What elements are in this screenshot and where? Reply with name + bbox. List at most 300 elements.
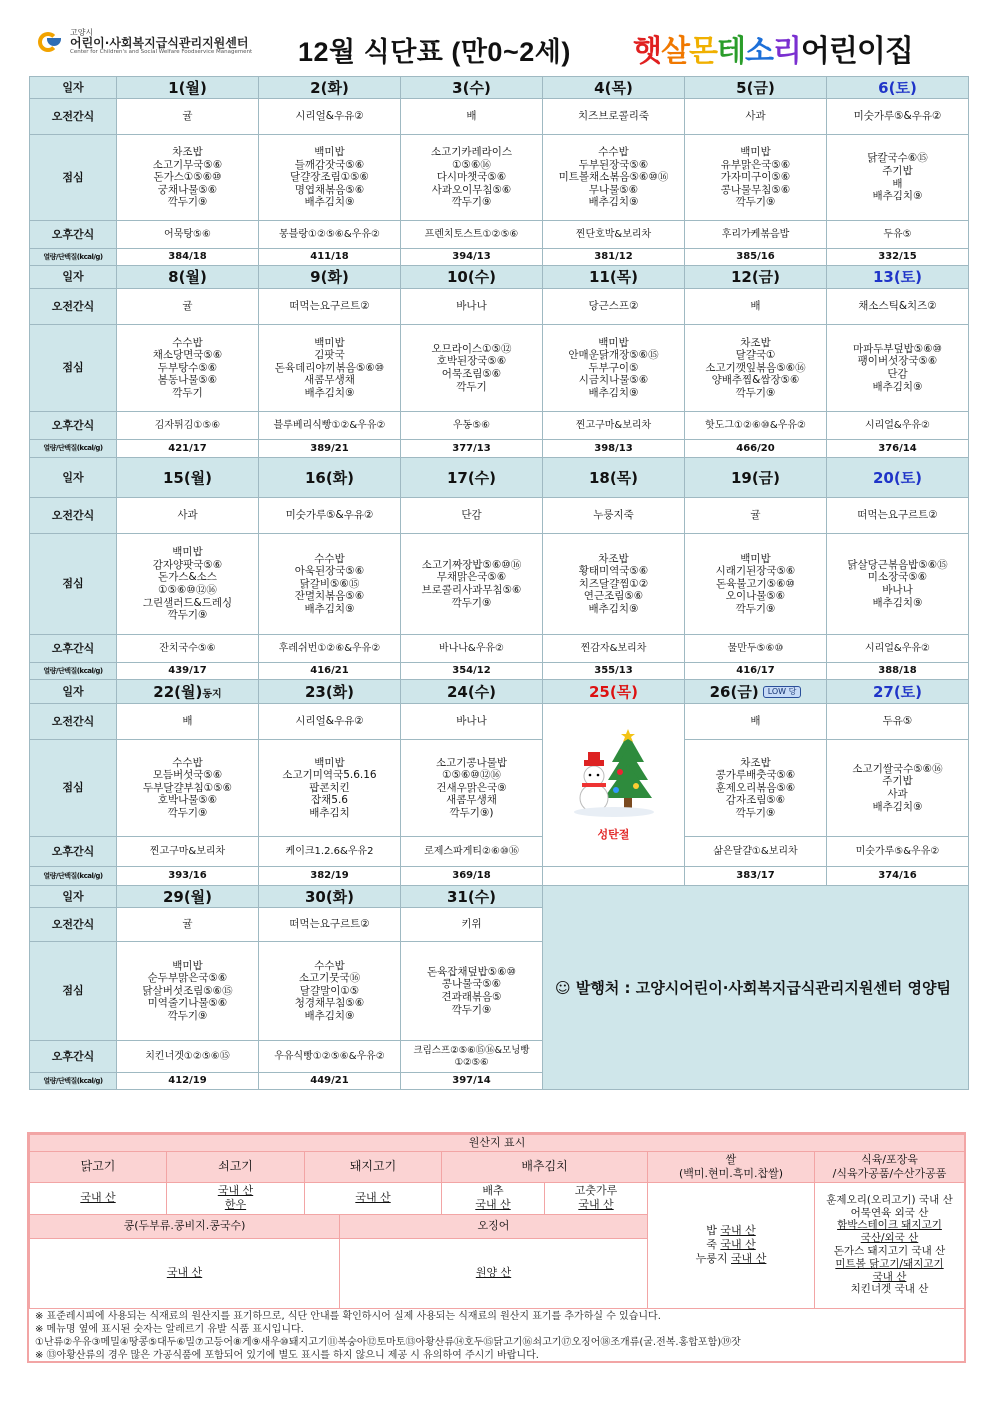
kcal-cell: 398/13 [543,440,685,458]
kcal-label: 열량/단백질(kcal/g) [30,663,117,680]
lunch-item: 백미밥 [172,546,203,559]
footnotes [35,1310,960,1362]
lunch-item: 호박된장국⑤⑥ [436,355,507,368]
origin-pork: 국내 산 [305,1182,442,1214]
lunch-item: 오므라이스①⑤⑫ [431,342,512,355]
lunch-item: 미트볼채소볶음⑤⑥⑩⑯ [558,171,669,184]
day-header [401,266,543,289]
lunch-item: 수수밥 [598,146,629,159]
day-header [401,680,543,704]
lunch-item: 미역줄기나물⑤⑥ [147,997,228,1010]
lunch-item: 순두부맑은국⑤⑥ [147,972,228,985]
lunch-item: 모듬버섯국⑤⑥ [152,769,223,782]
lunch-item: 깍두기⑨ [167,806,208,819]
day-date: 25(목) [588,682,639,701]
lunch-item: 아욱된장국⑤⑥ [294,565,365,578]
am-snack-cell: 사과 [685,99,827,135]
lunch-item: 돈육잡채덮밥⑤⑥⑩ [426,965,517,978]
lunch-item: 두부탕수⑤⑥ [157,361,218,374]
kcal-cell: 393/16 [117,867,259,886]
origin-header-rice: 쌀 (백미.현미.흑미.찹쌀) [648,1152,815,1183]
publisher-text: ☺ 발행처 : 고양시어린이·사회복지급식관리지원센터 영양팀 [555,978,951,997]
am-snack-cell: 시리얼&우유② [259,704,401,740]
kcal-cell: 354/12 [401,663,543,680]
day-header [685,77,827,99]
daycare-name-letter: 어 [800,34,829,69]
origin-squid: 원양 산 [340,1238,648,1308]
day-header [259,680,401,704]
am-snack-row [30,704,969,740]
day-date: 11(목) [588,268,639,286]
kcal-cell: 449/21 [259,1073,401,1090]
daycare-name [633,26,913,70]
pm-snack-cell: 두유⑤ [827,221,969,249]
day-header [685,458,827,498]
am-snack-row [30,289,969,325]
lunch-item: 수수밥 [172,756,203,769]
lunch-item: 백미밥 [740,146,771,159]
kcal-row [30,440,969,458]
am-snack-cell: 당근스프② [543,289,685,325]
day-header [543,77,685,99]
pm-snack-cell: 후리가케볶음밥 [685,221,827,249]
am-snack-cell: 귤 [685,498,827,534]
lunch-cell [401,534,543,635]
lunch-item: 새콤무생채 [304,374,355,387]
logo-name: 어린이·사회복지급식관리지원센터 [70,36,249,51]
am-snack-label: 오전간식 [30,498,117,534]
lunch-label: 점심 [30,942,117,1041]
lunch-item: 명엽채볶음⑤⑥ [294,183,365,196]
am-snack-cell: 떠먹는요구르트② [259,289,401,325]
lunch-item: 감자양팟국⑤⑥ [152,558,223,571]
daycare-name-letter: 리 [772,34,801,69]
lunch-item: 궁채나물⑤⑥ [157,183,218,196]
holiday-label: 성탄절 [597,828,630,842]
day-row [30,886,969,908]
day-date: 16(화) [304,468,355,487]
pm-snack-cell: 크림스프②⑤⑥⑮⑯&모닝빵①②⑤⑥ [401,1041,543,1073]
lunch-item: 가자미구이⑤⑥ [720,171,791,184]
day-date: 2(화) [310,78,349,97]
pm-snack-cell: 찐고구마&보리차 [117,837,259,867]
am-snack-cell: 배 [685,704,827,740]
day-label: 일자 [30,680,117,704]
lunch-cell [827,740,969,837]
origin-processed: 훈제오리(오리고기) 국내 산 어묵연육 외국 산 함박스테이크 돼지고기 국산/외국 산 돈가스 돼지고기 국내 산 미트볼 닭고기/돼지고기 국내 산 치킨너겟 국내 산 [815,1182,965,1308]
kcal-label: 열량/단백질(kcal/g) [30,440,117,458]
lunch-item: 소고기미역국5.6.16 [282,769,377,782]
day-header [259,77,401,99]
lunch-row [30,325,969,412]
am-snack-cell: 떠먹는요구르트② [827,498,969,534]
kcal-cell: 369/18 [401,867,543,886]
lunch-item: 깍두기⑨ [167,196,208,209]
am-snack-cell: 배 [401,99,543,135]
lunch-item: 들깨감잣국⑤⑥ [294,158,365,171]
footnote-sulfite: ※ ⑬아황산류의 경우 많은 가공식품에 포함되어 있기에 별도 표시를 하지 않으니 제공 시 유의하여 주시기 바랍니다. [35,1350,539,1361]
lunch-item: 소고기짜장밥⑤⑥⑩⑯ [421,558,522,571]
day-date: 1(월) [168,78,207,97]
am-snack-cell: 치즈브로콜리죽 [543,99,685,135]
pm-snack-cell: 프렌치토스트①②⑤⑥ [401,221,543,249]
page-title: 12월 식단표 (만0~2세) [298,37,571,67]
day-label: 일자 [30,266,117,289]
am-snack-cell: 미숫가루⑤&우유② [827,99,969,135]
lunch-item: 잔멸치볶음⑤⑥ [294,590,365,603]
origin-beef: 국내 산 한우 [167,1182,305,1214]
kcal-cell: 384/18 [117,249,259,266]
day-header [685,266,827,289]
lunch-item: 차조밥 [172,146,203,159]
lunch-item: 백미밥 [314,336,345,349]
day-header [827,77,969,99]
lunch-item: ①⑤⑥⑯ [452,158,491,171]
day-date: 9(화) [310,268,349,286]
lunch-cell [117,534,259,635]
day-date: 29(월) [162,887,213,906]
kcal-cell: 388/18 [827,663,969,680]
kcal-cell: 397/14 [401,1073,543,1090]
lunch-item: 수수밥 [172,336,203,349]
lunch-item: 깍두기⑨ [451,596,492,609]
lunch-item: 깍두기⑨ [451,1003,492,1016]
day-date: 8(월) [168,268,207,286]
lunch-item: 김팟국 [314,349,345,362]
lunch-label: 점심 [30,135,117,221]
kcal-cell: 416/21 [259,663,401,680]
pm-snack-cell: 삶은달걀①&보리차 [685,837,827,867]
day-header [117,680,259,704]
lunch-item: 닭살당근볶음밥⑤⑥⑮ [847,558,948,571]
pm-snack-label: 오후간식 [30,635,117,663]
lunch-row [30,740,969,837]
am-snack-cell: 채소스틱&치즈② [827,289,969,325]
lunch-item: 깍두기⑨ [735,386,776,399]
lunch-cell [543,534,685,635]
day-header [543,680,685,704]
pm-snack-cell: 블루베리식빵①②&우유② [259,412,401,440]
day-date: 15(월) [162,468,213,487]
origin-header-soy: 콩(두부류.콩비지.콩국수) [30,1214,340,1238]
menu-table [29,76,969,1090]
origin-table [29,1134,965,1309]
lunch-cell [685,325,827,412]
lunch-item: 단감 [887,368,908,380]
pm-snack-label: 오후간식 [30,221,117,249]
kcal-cell: 421/17 [117,440,259,458]
lunch-item: 달걀국① [735,349,776,362]
lunch-item: 백미밥 [314,756,345,769]
origin-kimchi-cabbage: 배추 국내 산 [442,1182,545,1214]
pm-snack-cell: 물만두⑤⑥⑩ [685,635,827,663]
lunch-item: 팽이버섯장국⑤⑥ [857,355,938,368]
center-logo [38,28,252,56]
lunch-item: 오이나물⑤⑥ [725,590,786,603]
am-snack-cell: 귤 [117,908,259,942]
lunch-cell [117,740,259,837]
lunch-item: 훈제오리볶음⑤⑥ [715,781,796,794]
kcal-row [30,867,969,886]
am-snack-cell: 키위 [401,908,543,942]
daycare-name-letter: 살 [660,34,689,69]
kcal-cell: 382/19 [259,867,401,886]
pm-snack-cell: 어묵탕⑤⑥ [117,221,259,249]
day-header [543,266,685,289]
lunch-item: 배추김치⑨ [872,596,923,609]
daycare-name-letter: 이 [856,34,885,69]
lunch-item: 새콤무생채 [446,794,497,807]
origin-rice: 밥 국내 산 죽 국내 산 누룽지 국내 산 [648,1182,815,1308]
lunch-row [30,135,969,221]
day-row [30,77,969,99]
pm-snack-cell: 바나나&우유② [401,635,543,663]
pm-snack-cell: 우유식빵①②⑤⑥&우유② [259,1041,401,1073]
daycare-name-letter: 햇 [633,34,661,69]
kcal-row [30,663,969,680]
pm-snack-cell: 김자튀김①⑤⑥ [117,412,259,440]
lunch-cell [827,534,969,635]
kcal-cell: 383/17 [685,867,827,886]
day-date: 20(토) [872,468,923,487]
logo-english: Center for Children's and Social Welfare Foodservice Management [70,48,253,55]
kcal-label: 열량/단백질(kcal/g) [30,867,117,886]
kcal-label: 열량/단백질(kcal/g) [30,249,117,266]
day-label: 일자 [30,458,117,498]
lunch-item: 백미밥 [740,552,771,565]
day-header [827,266,969,289]
low-sugar-badge: LOW 당 [763,686,802,698]
lunch-item: 시래기된장국⑤⑥ [715,565,796,578]
pm-snack-label: 오후간식 [30,412,117,440]
lunch-label: 점심 [30,534,117,635]
daycare-name-letter: 소 [744,34,773,69]
lunch-cell [685,534,827,635]
origin-header-squid: 오징어 [340,1214,648,1238]
origin-chicken: 국내 산 [30,1182,167,1214]
lunch-item: 마파두부덮밥⑤⑥⑩ [852,342,943,355]
origin-title: 원산지 표시 [30,1135,965,1152]
kcal-cell: 355/13 [543,663,685,680]
pm-snack-cell: 잔치국수⑤⑥ [117,635,259,663]
kcal-cell: 439/17 [117,663,259,680]
day-header [117,77,259,99]
origin-kimchi-pepper: 고춧가루 국내 산 [545,1182,648,1214]
lunch-cell [401,942,543,1041]
lunch-cell [827,135,969,221]
daycare-name-letter: 린 [828,34,857,69]
day-header [117,458,259,498]
day-date: 26(금) [709,682,759,701]
day-date: 5(금) [736,78,775,97]
lunch-item: 깍두기⑨ [451,196,492,209]
day-date: 17(수) [446,468,497,487]
day-date: 23(화) [304,682,355,701]
lunch-item: 그린샐러드&드레싱 [142,596,233,609]
pm-snack-cell: 핫도그①②⑥⑩&우유② [685,412,827,440]
pm-snack-row [30,635,969,663]
day-date: 3(수) [452,78,491,97]
lunch-item: 두부된장국⑤⑥ [578,158,649,171]
lunch-item: 깍두기⑨ [735,602,776,615]
am-snack-row [30,498,969,534]
lunch-item: 배추김치⑨ [588,196,639,209]
pm-snack-row [30,221,969,249]
lunch-cell [117,135,259,221]
lunch-item: 차조밥 [598,552,629,565]
lunch-cell [259,135,401,221]
am-snack-cell: 누룽지죽 [543,498,685,534]
day-date: 24(수) [446,682,497,701]
lunch-item: 돈가스&소스 [158,571,217,584]
kcal-cell: 389/21 [259,440,401,458]
origin-header-pork: 돼지고기 [305,1152,442,1183]
day-header [685,680,827,704]
lunch-item: 배추김치 [309,806,350,819]
kcal-cell: 376/14 [827,440,969,458]
lunch-item: 두부구이⑤ [588,361,639,374]
lunch-item: 백미밥 [598,336,629,349]
lunch-item: 차조밥 [740,336,771,349]
day-row [30,458,969,498]
lunch-item: 시금치나물⑤⑥ [578,374,649,387]
lunch-item: 견과래볶음⑤ [441,991,502,1003]
lunch-item: ①⑤⑥⑩⑫⑯ [158,584,217,596]
kcal-cell: 412/19 [117,1073,259,1090]
day-header [827,680,969,704]
lunch-item: 소고기뭇국⑯ [298,972,361,985]
kcal-cell [543,867,685,886]
kcal-cell: 374/16 [827,867,969,886]
origin-panel [27,1132,966,1363]
lunch-cell [117,325,259,412]
day-header [543,458,685,498]
christmas-tree-snowman-icon [568,728,660,820]
lunch-item: 깍두기⑨ [735,806,776,819]
kcal-label: 열량/단백질(kcal/g) [30,1073,117,1090]
day-label: 일자 [30,886,117,908]
lunch-item: 배추김치⑨ [304,1009,355,1022]
am-snack-cell: 시리얼&우유② [259,99,401,135]
lunch-item: 소고기카레라이스 [430,146,513,159]
lunch-item: 깍두기⑨ [167,609,208,622]
pm-snack-cell: 몽블랑①②⑤⑥&우유② [259,221,401,249]
day-date: 10(수) [446,268,497,286]
day-date: 22(월) [153,682,203,701]
am-snack-cell: 두유⑤ [827,704,969,740]
lunch-item: 다시마챗국⑤⑥ [436,171,507,184]
lunch-item: 배추김치⑨ [872,800,923,813]
lunch-item: 사과오이무침⑤⑥ [431,183,512,196]
lunch-cell [259,325,401,412]
am-snack-label: 오전간식 [30,908,117,942]
lunch-item: 잡채5.6 [311,794,348,807]
lunch-item: 감자조림⑤⑥ [725,794,786,807]
pm-snack-cell: 시리얼&우유② [827,412,969,440]
day-date: 18(목) [588,468,639,487]
lunch-cell [685,135,827,221]
lunch-cell [259,534,401,635]
lunch-cell [543,135,685,221]
kcal-cell: 416/17 [685,663,827,680]
day-date: 27(토) [872,682,923,701]
am-snack-cell: 귤 [117,99,259,135]
lunch-item: 돈육데리야끼볶음⑤⑥⑩ [274,361,385,374]
kcal-cell: 385/16 [685,249,827,266]
day-header [401,77,543,99]
pm-snack-cell: 찐단호박&보리차 [543,221,685,249]
kcal-cell: 377/13 [401,440,543,458]
lunch-cell [401,135,543,221]
am-snack-cell: 귤 [117,289,259,325]
pm-snack-cell: 로제스파게티②⑥⑩⑯ [401,837,543,867]
day-header [827,458,969,498]
lunch-item: 황태미역국⑤⑥ [578,565,649,578]
pm-snack-cell: 찐감자&보리차 [543,635,685,663]
lunch-item: 무나물⑤⑥ [588,183,639,196]
page-header [0,0,992,76]
day-header [259,886,401,908]
lunch-item: 콩나물국⑤⑥ [441,978,502,991]
pm-snack-row [30,412,969,440]
footnote-allergy: ※ 메뉴명 옆에 표시된 숫자는 알레르기 유발 식품 표시입니다. [35,1324,304,1335]
origin-header-kimchi: 배추김치 [442,1152,648,1183]
lunch-label: 점심 [30,325,117,412]
am-snack-cell: 배 [117,704,259,740]
pm-snack-label: 오후간식 [30,837,117,867]
kcal-row [30,249,969,266]
lunch-item: 미소장국⑤⑥ [867,571,928,584]
lunch-item: 주기밥 [882,775,913,788]
lunch-item: 깍두기⑨ [735,196,776,209]
lunch-cell [827,325,969,412]
origin-soy: 국내 산 [30,1238,340,1308]
lunch-item: 콩나물무침⑤⑥ [720,183,791,196]
day-date: 19(금) [730,468,781,487]
lunch-item: 연근조림⑤⑥ [583,590,644,603]
day-date: 4(목) [594,78,633,97]
day-label: 일자 [30,77,117,99]
lunch-item: 닭갈비⑤⑥⑮ [299,577,360,590]
lunch-label: 점심 [30,740,117,837]
lunch-item: 차조밥 [740,756,771,769]
lunch-item: 무채맑은국⑤⑥ [436,571,507,584]
day-tag: 동지 [202,688,222,700]
lunch-item: 배추김치⑨ [872,380,923,393]
lunch-item: 배추김치⑨ [588,602,639,615]
day-row [30,266,969,289]
am-snack-label: 오전간식 [30,704,117,740]
daycare-name-letter: 집 [884,34,913,69]
pm-snack-cell: 우동⑤⑥ [401,412,543,440]
christmas-cell [543,704,685,867]
lunch-item: 사과 [887,788,908,800]
kcal-cell: 394/13 [401,249,543,266]
lunch-cell [401,325,543,412]
am-snack-cell: 바나나 [401,289,543,325]
kcal-cell: 381/12 [543,249,685,266]
footnote-origin: ※ 표준레시피에 사용되는 식재료의 원산지를 표기하므로, 식단 안내를 확인하시어 실제 사용되는 식재료의 원산지 표기를 추가하실 수 있습니다. [35,1311,661,1322]
lunch-item: 닭칼국수⑥⑮ [867,152,928,165]
lunch-item: 돈가스①⑤⑥⑩ [153,171,222,184]
lunch-item: 양배추찜&쌈장⑤⑥ [711,374,800,387]
lunch-item: 깍두기⑨ [167,1009,208,1022]
lunch-item: 배추김치⑨ [304,196,355,209]
pm-snack-cell: 치킨너겟①②⑤⑥⑮ [117,1041,259,1073]
lunch-item: 건새우맑은국⑨ [436,781,507,794]
day-date: 13(토) [872,268,923,286]
lunch-item: 호박나물⑤⑥ [157,794,218,807]
